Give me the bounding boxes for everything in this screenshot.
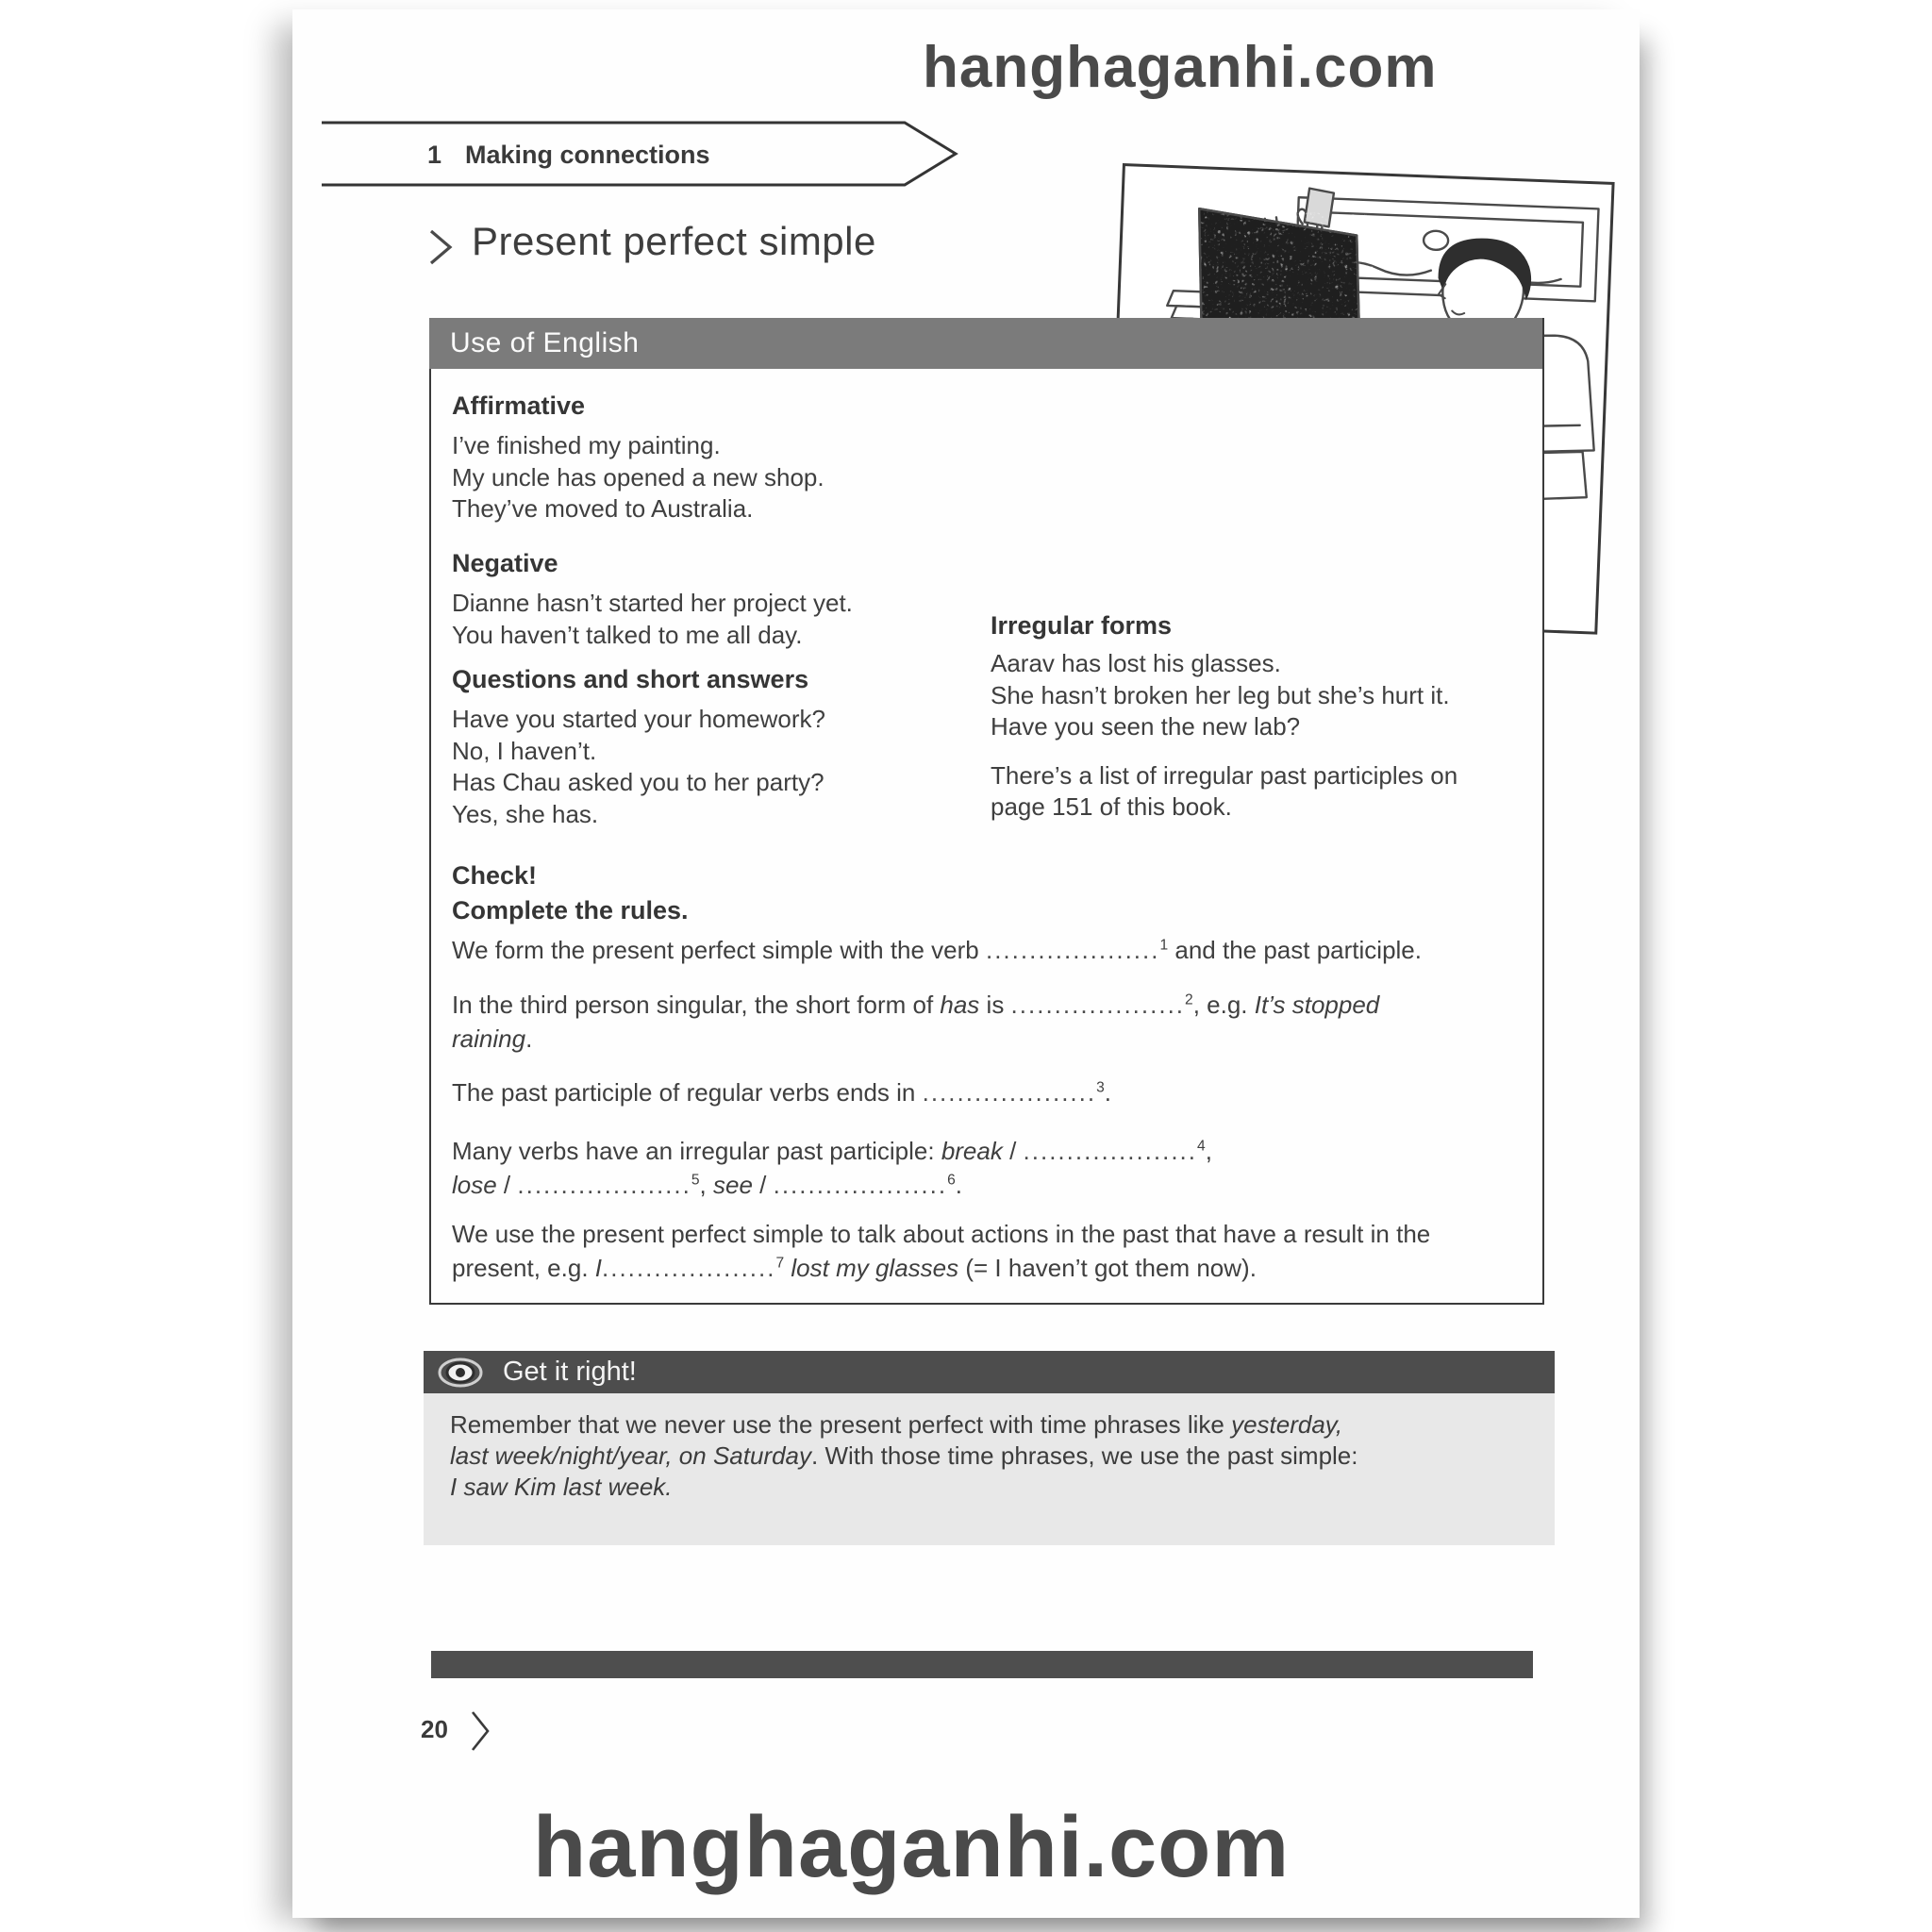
rule-2: In the third person singular, the short form of has is ....................$^2$, e.g. It’s stopped raining. (452, 991, 1380, 1053)
rule-5: We use the present perfect simple to talk about actions in the past that have a result in the present, e.g. I....................$^7$ lost my glasses (= I haven’t got them now). (452, 1220, 1431, 1282)
fill-in-blank: .................... (1010, 991, 1186, 1019)
text-line: I’ve finished my painting. (452, 431, 721, 459)
text-line: Aarav has lost his glasses. (991, 649, 1281, 677)
fill-in-blank: .................... (922, 1078, 1097, 1107)
get-it-right-box (424, 1393, 1555, 1545)
text-line: You haven’t talked to me all day. (452, 620, 803, 649)
text-line: There’s a list of irregular past participles on (991, 761, 1458, 790)
unit-number: 1 (427, 141, 442, 169)
text-line: page 151 of this book. (991, 792, 1232, 821)
check-subheading: Complete the rules. (452, 896, 689, 924)
irregular-forms-examples (991, 648, 1450, 743)
rule-1: We form the present perfect simple with the verb ....................$^1$ and the past participle. (452, 936, 1422, 964)
page-number: 20 (421, 1715, 448, 1743)
rule-4: Many verbs have an irregular past participle: break / ....................$^4$, lose / ....................$^5$, see / ....................$^6$. (452, 1137, 1212, 1199)
irregular-forms-heading: Irregular forms (991, 611, 1173, 640)
bottom-rule-bar (431, 1651, 1533, 1678)
chevron-right-icon (426, 225, 457, 270)
irregular-forms-note (991, 760, 1457, 823)
text-line: Have you seen the new lab? (991, 712, 1301, 741)
text-line: She hasn’t broken her leg but she’s hurt it. (991, 680, 1450, 709)
get-it-right-banner (424, 1351, 1555, 1393)
unit-title: Making connections (465, 141, 710, 169)
book-page (292, 9, 1640, 1918)
page-title: Present perfect simple (472, 219, 876, 263)
affirmative-examples (452, 430, 824, 525)
questions-heading: Questions and short answers (452, 665, 809, 693)
rule-3: The past participle of regular verbs ends in ....................$^3$. (452, 1078, 1112, 1107)
fill-in-blank: .................... (602, 1254, 776, 1282)
eye-icon (437, 1357, 486, 1389)
negative-examples (452, 588, 853, 651)
text-line: Dianne hasn’t started her project yet. (452, 589, 853, 617)
check-heading: Check! (452, 861, 538, 890)
text-line: They’ve moved to Australia. (452, 494, 754, 523)
fill-in-blank: .................... (985, 936, 1160, 964)
text-line: Have you started your homework? (452, 705, 825, 733)
footer-chevron-icon (468, 1707, 494, 1755)
get-it-right-text: Remember that we never use the present perfect with time phrases like yesterday, last week/night/year, on Saturday. With those time phrases, we use the past simple: I saw Kim last week. (450, 1410, 1358, 1501)
watermark-top: hanghaganhi.com (923, 35, 1438, 100)
questions-examples (452, 704, 825, 830)
negative-heading: Negative (452, 549, 558, 577)
text-line: No, I haven’t. (452, 736, 597, 765)
watermark-bottom: hanghaganhi.com (533, 1799, 1291, 1895)
text-line: Yes, she has. (452, 799, 599, 828)
get-it-right-label: Get it right! (503, 1357, 637, 1387)
text-line: My uncle has opened a new shop. (452, 462, 824, 491)
text-line: Has Chau asked you to her party? (452, 768, 824, 796)
fill-in-blank: .................... (517, 1171, 691, 1199)
fill-in-blank: .................... (1023, 1137, 1198, 1165)
use-of-english-box (429, 318, 1544, 1305)
affirmative-heading: Affirmative (452, 391, 586, 420)
fill-in-blank: .................... (773, 1171, 948, 1199)
use-of-english-banner: Use of English (429, 318, 1542, 369)
